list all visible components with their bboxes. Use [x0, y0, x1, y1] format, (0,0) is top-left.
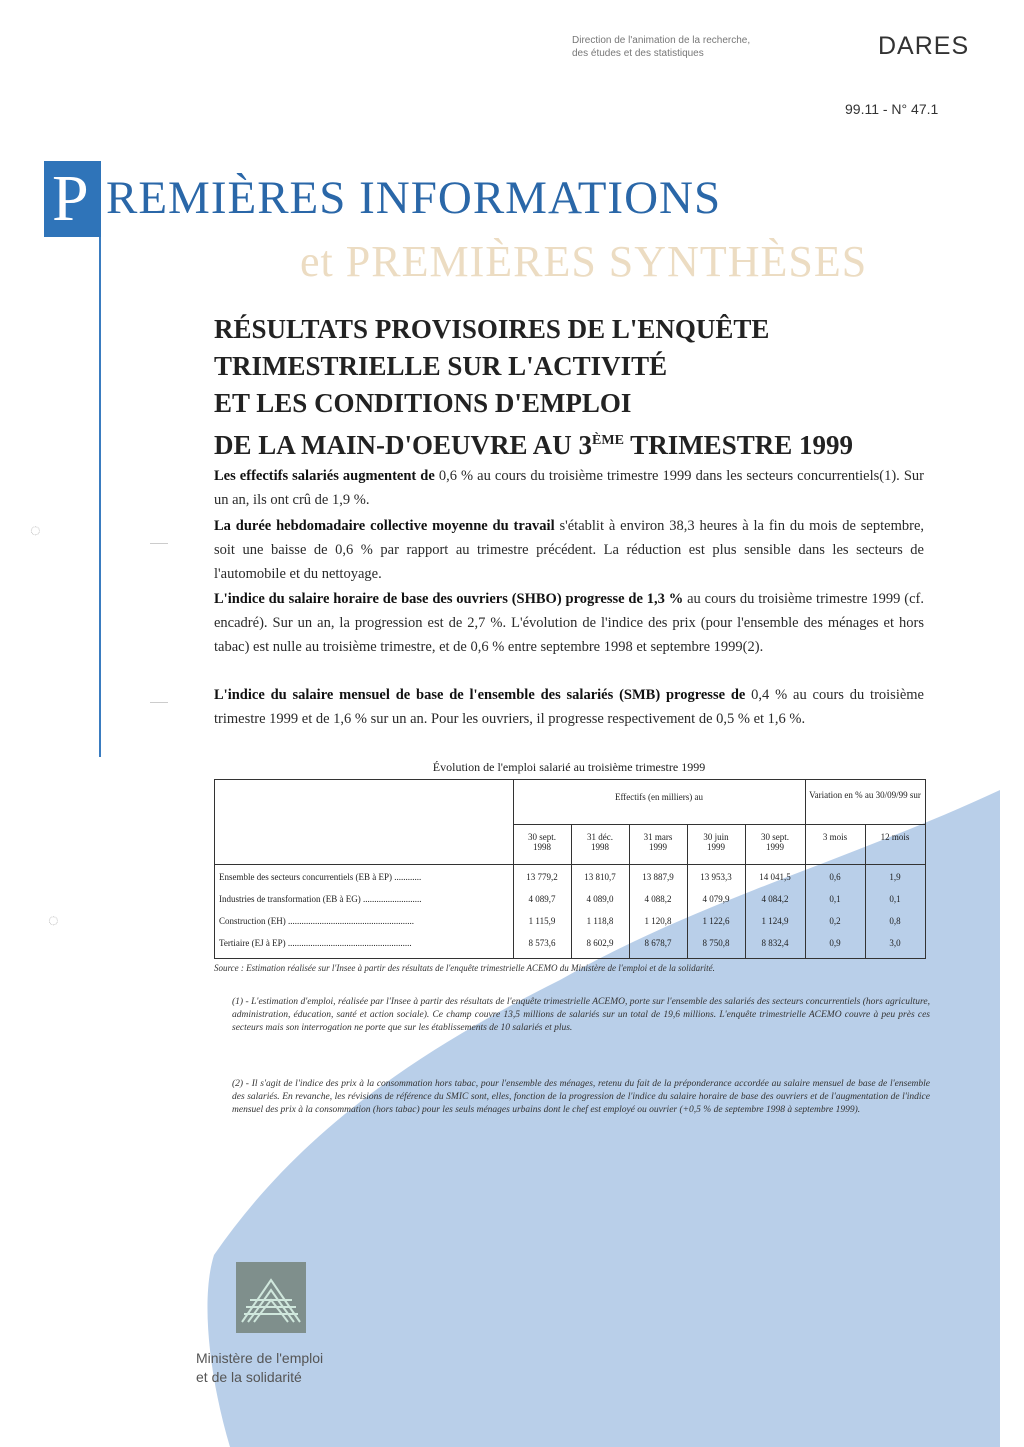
agency-name: DARES	[878, 32, 970, 60]
table-column-header: 30 sept. 1999	[761, 832, 789, 852]
masthead-subtitle: et PREMIÈRES SYNTHÈSES	[300, 237, 868, 286]
directorate-name	[572, 34, 822, 60]
issue-number: 99.11 - N° 47.1	[845, 101, 939, 117]
masthead-title: REMIÈRES INFORMATIONS	[106, 172, 722, 224]
masthead-rule	[99, 237, 101, 757]
table-title: Évolution de l'emploi salarié au troisième trimestre 1999	[432, 760, 706, 774]
paragraph-smb: L'indice du salaire mensuel de base de l'ensemble des salariés (SMB) progresse de 0,4 % au cours du troisième trimestre 1999 et de 1,6 % sur un an. Pour les ouvriers, il progresse respectivement de 0,5 % et 1,6 %.	[214, 687, 924, 727]
report-title-line-4: DE LA MAIN-D'OEUVRE AU 3ÈME TRIMESTRE 1999	[214, 430, 853, 460]
report-title-line-3: ET LES CONDITIONS D'EMPLOI	[214, 388, 632, 418]
table-divider	[629, 824, 630, 958]
report-title-line-2: TRIMESTRIELLE SUR L'ACTIVITÉ	[214, 351, 668, 381]
table-divider	[513, 824, 805, 825]
directorate-line-1: Direction de l'animation de la recherche,	[572, 35, 751, 46]
table-divider	[865, 824, 866, 958]
masthead-initial: P	[52, 162, 89, 235]
table-group-header-effectifs: Effectifs (en milliers) au	[614, 792, 704, 802]
fold-mark	[150, 543, 168, 544]
table-source: Source : Estimation réalisée sur l'Insee à partir des résultats de l'enquête trimestrielle ACEMO du Ministère de l'emploi et de la solidarité.	[214, 963, 715, 973]
binder-hole-mark: ◌	[48, 910, 59, 930]
table-column-header: 3 mois	[822, 832, 848, 842]
table-column-header: 31 mars 1999	[643, 832, 673, 852]
ministry-name-line-2: et de la solidarité	[196, 1369, 302, 1385]
footnote-2: (2) - Il s'agit de l'indice des prix à la consommation hors tabac, pour l'ensemble des ménages, retenu du fait de la préponderance accordée au salaire mensuel de base de l'ensemble des salariés. En revanche, les révisions de référence du SMIC sont, elles, fonction de la progression de l'indice du salaire horaire de base des ouvriers et de l'augmentation de l'indice mensuel des prix à la consommation (hors tabac) pour les seuls ménages urbains dont le chef est employé ou ouvrier (+0,5 % de septembre 1998 à septembre 1999).	[232, 1079, 930, 1115]
table-group-header-variation: Variation en % au 30/09/99 sur	[809, 790, 921, 800]
report-title-line-1: RÉSULTATS PROVISOIRES DE L'ENQUÊTE	[214, 314, 770, 344]
table-column-header: 12 mois	[880, 832, 910, 842]
footnote-1: (1) - L'estimation d'emploi, réalisée par l'Insee à partir des résultats de l'enquête trimestrielle ACEMO, porte sur l'ensemble des salariés des secteurs concurrentiels (hors agriculture, administration, éducation, santé et action sociale). Ce champ couvre 13,5 millions de salariés sur un total de 19,6 millions. L'enquête trimestrielle ACEMO couvre à peu près ces secteurs mais son interrogation ne porte que sur les établissements de 10 salariés et plus.	[232, 997, 930, 1033]
table-divider	[805, 780, 806, 958]
binder-hole-mark: ◌	[30, 520, 41, 540]
ministry-name	[196, 1349, 323, 1387]
table-divider	[745, 824, 746, 958]
masthead-initial-box	[44, 161, 101, 237]
table-divider	[687, 824, 688, 958]
paragraph-working-hours: La durée hebdomadaire collective moyenne du travail s'établit à environ 38,3 heures à la fin du mois de septembre, soit une baisse de 0,6 % par rapport au trimestre précédent. La réduction est plus sensible dans les secteurs de l'automobile et du nettoyage.	[214, 518, 925, 582]
ministry-logo	[236, 1262, 306, 1333]
table-column-header: 30 juin 1999	[703, 832, 729, 852]
directorate-line-2: des études et des statistiques	[572, 48, 704, 59]
paragraph-employment: Les effectifs salariés augmentent de 0,6 % au cours du troisième trimestre 1999 dans les secteurs concurrentiels(1). Sur un an, ils ont crû de 1,9 %.	[214, 468, 925, 508]
employment-table: Effectifs (en milliers) au Variation en % au 30/09/99 sur 30 sept. 1998 31 déc. 1998 31 mars 1999 30 juin 1999 30 sept. 1999 3 mois 12 mois Ensemble des secteurs concurrentiels (EB à EP) ............ 13 779,2 13 810,7 13 887,9 13 953,3 14 041,5 0,6 1,9 Industries de transformation (EB à EG) .......................... 4 089,7 4 089,0 4 088,2 4 079,9 4 084,2 0,1 0,1 Construction (EH) ........................................................ 1 115,9 1 118,8 1 120,8 1 122,6 1 124,9 0,2 0,8 Tertiaire (EJ à EP) ....................................................... 8 573,6 8 602,9 8 678,7 8 750,8 8 832,4 0,9 3,0	[214, 779, 926, 959]
table-divider	[513, 780, 514, 958]
table-divider	[215, 864, 925, 865]
fold-mark	[150, 702, 168, 703]
table-column-header: 31 déc. 1998	[587, 832, 613, 852]
report-title	[214, 311, 954, 464]
paragraph-shbo: L'indice du salaire horaire de base des ouvriers (SHBO) progresse de 1,3 % au cours du troisième trimestre 1999 (cf. encadré). Sur un an, la progression est de 2,7 %. L'évolution de l'indice des prix (pour l'ensemble des ménages et hors tabac) est nulle au troisième trimestre, et de 0,6 % entre septembre 1998 et septembre 1999(2).	[214, 591, 924, 655]
table-divider	[571, 824, 572, 958]
table-column-header: 30 sept. 1998	[528, 832, 556, 852]
ministry-logo-icon	[236, 1262, 306, 1333]
ministry-name-line-1: Ministère de l'emploi	[196, 1350, 324, 1366]
